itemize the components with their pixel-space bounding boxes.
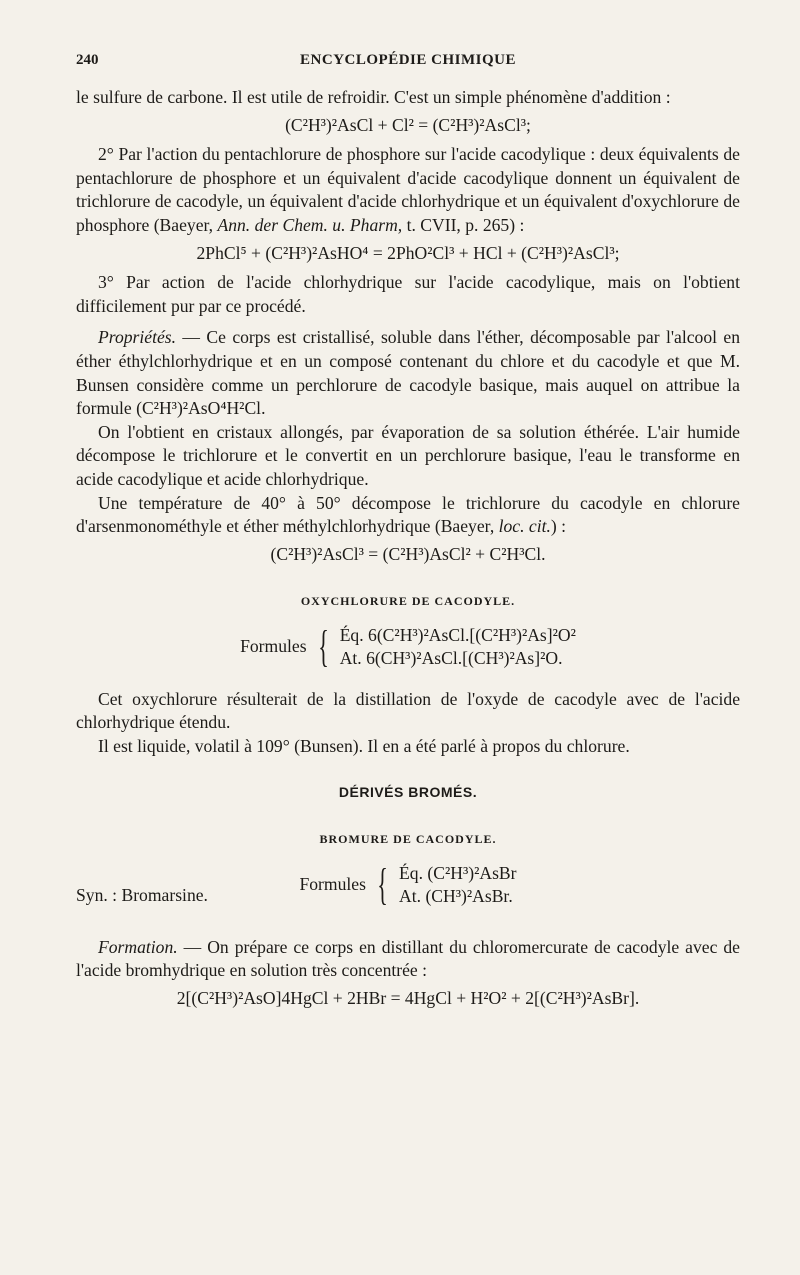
oxychloride-title: OXYCHLORURE DE CACODYLE. xyxy=(300,594,516,609)
properties-text: — Ce corps est cristallisé, soluble dans l'éther, décomposable par l'alcool en éther éthylchlorhydrique et en un composé contenant du chlore et du cacodyle et que M. Bunsen considère comme un perchlorure de cacodyle basique, mais auquel on attribue la formule (C²H³)²AsO⁴H²Cl. xyxy=(76,327,740,419)
paragraph-crystals: On l'obtient en cristaux allongés, par évaporation de sa solution éthérée. L'air humide décompose le trichlorure et le convertit en un perchlorure basique, l'eau le transforme en acide cacodylique et acide chlorhydrique. xyxy=(76,421,740,489)
paragraph-method-3: 3° Par action de l'acide chlorhydrique sur l'acide cacodylique, mais on l'obtient difficilement pur par ce procédé. xyxy=(76,272,740,316)
section-title-bromine: DÉRIVÉS BROMÉS. xyxy=(338,783,478,800)
oxychloride-formulas xyxy=(76,621,740,671)
journal-reference: Ann. der Chem. u. Pharm, xyxy=(217,214,403,235)
paragraph-method-2 xyxy=(76,143,740,237)
formula-equivalent: Éq. 6(C²H³)²AsCl.[(C²H³)²As]²O² xyxy=(339,624,576,645)
paragraph-oxychloride-liquid: Il est liquide, volatil à 109° (Bunsen). Il en a été parlé à propos du chlorure. xyxy=(98,736,630,757)
bromide-formulas-block xyxy=(76,859,740,909)
formula-equivalent: Éq. (C²H³)²AsBr xyxy=(399,862,517,883)
formula-pentachloride: 2PhCl⁵ + (C²H³)²AsHO⁴ = 2PhO²Cl³ + HCl + (C²H³)²AsCl³; xyxy=(196,242,620,263)
properties-label: Propriétés. xyxy=(98,327,177,348)
formula-formation: 2[(C²H³)²AsO]4HgCl + 2HBr = 4HgCl + H²O² + 2[(C²H³)²AsBr]. xyxy=(176,988,640,1009)
paragraph-temperature xyxy=(76,492,740,539)
loc-cit-reference: loc. cit. xyxy=(498,516,551,537)
formula-atomic: At. 6(CH³)²AsCl.[(CH³)²As]²O. xyxy=(339,647,563,668)
bromide-title: BROMURE DE CACODYLE. xyxy=(319,832,497,847)
page-body xyxy=(76,86,740,1017)
paragraph-oxychloride-origin: Cet oxychlorure résulterait de la distillation de l'oxyde de cacodyle avec de l'acide chlorhydrique étendu. xyxy=(76,688,740,733)
brace: { xyxy=(377,859,388,909)
page-number: 240 xyxy=(76,52,99,68)
formula-decomposition: (C²H³)²AsCl³ = (C²H³)AsCl² + C²H³Cl. xyxy=(270,543,546,564)
temperature-end: ) : xyxy=(550,516,567,537)
paragraph-intro: le sulfure de carbone. Il est utile de refroidir. C'est un simple phénomène d'addition : xyxy=(76,87,671,107)
paragraph-properties xyxy=(76,326,740,420)
synonym: Syn. : Bromarsine. xyxy=(76,885,208,906)
formula-atomic: At. (CH³)²AsBr. xyxy=(399,885,513,906)
method-2-end: t. CVII, p. 265) : xyxy=(402,214,525,235)
page-header xyxy=(76,52,740,74)
formation-label: Formation. xyxy=(98,936,178,957)
method-2-text: 2° Par l'action du pentachlorure de phosphore sur l'acide cacodylique : deux équivalents de pentachlorure de phosphore et un équivalent d'acide cacodylique donnent un équivalent de trichlorure de cacodyle, un équivalent d'acide chlorhydrique et un équivalent d'oxychlorure de phosphore (Baeyer, xyxy=(76,144,740,235)
brace: { xyxy=(317,621,329,671)
running-title: ENCYCLOPÉDIE CHIMIQUE xyxy=(300,52,516,68)
formula-addition: (C²H³)²AsCl + Cl² = (C²H³)²AsCl³; xyxy=(285,114,531,135)
temperature-text: Une température de 40° à 50° décompose le trichlorure du cacodyle en chlorure d'arsenmonométhyle et éther méthylchlorhydrique (Baeyer, xyxy=(76,492,740,537)
formation-text: — On prépare ce corps en distillant du chloromercurate de cacodyle avec de l'acide bromhydrique en solution très concentrée : xyxy=(76,936,740,981)
formulas-label: Formules xyxy=(240,636,307,657)
paragraph-formation xyxy=(76,936,740,983)
formulas-label: Formules xyxy=(299,874,366,895)
